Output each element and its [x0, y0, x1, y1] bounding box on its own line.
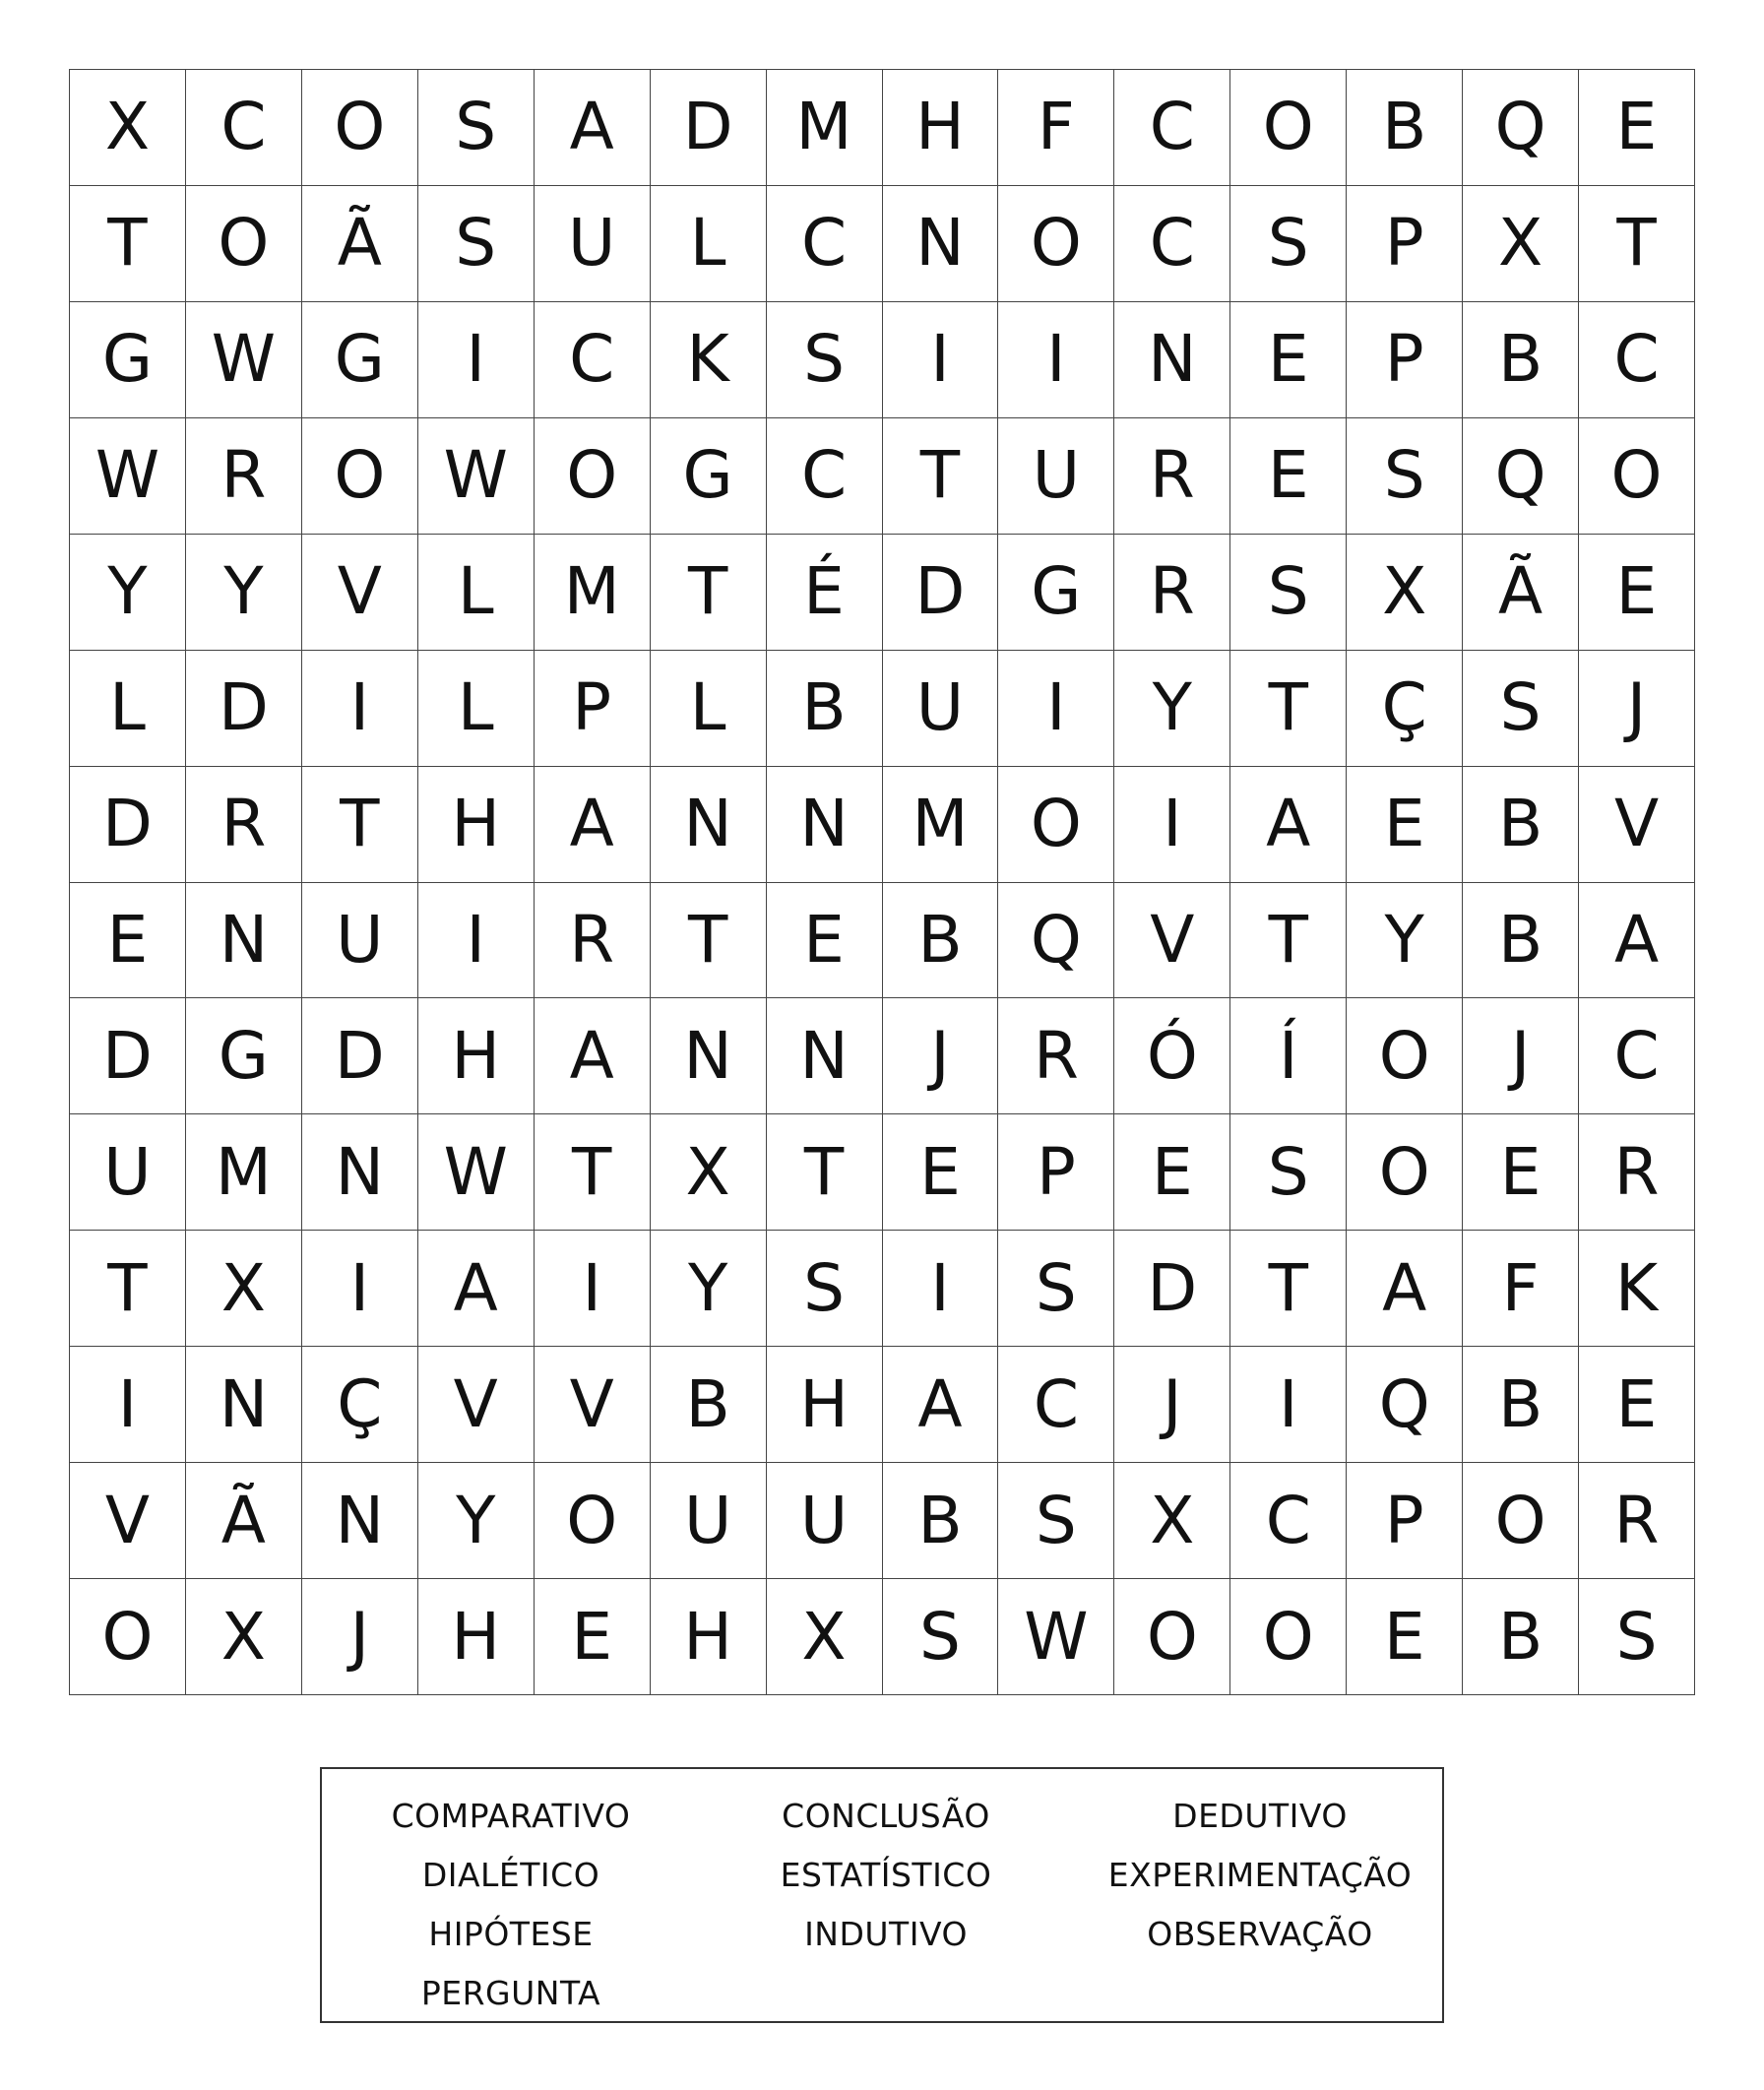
grid-cell[interactable]: X [186, 1231, 302, 1347]
grid-cell[interactable]: T [1230, 1231, 1347, 1347]
grid-cell[interactable]: H [651, 1579, 767, 1695]
grid-cell[interactable]: S [1347, 418, 1463, 535]
grid-cell[interactable]: I [535, 1231, 651, 1347]
grid-cell[interactable]: Ã [1463, 535, 1579, 651]
grid-cell[interactable]: E [1579, 70, 1695, 186]
word-bank-column-1 [324, 1787, 698, 2023]
grid-cell[interactable]: E [767, 883, 883, 999]
grid-cell[interactable]: I [1230, 1347, 1347, 1463]
word-dedutivo: DEDUTIVO [1172, 1797, 1348, 1835]
grid-cell[interactable]: V [70, 1463, 186, 1579]
grid-cell[interactable]: D [651, 70, 767, 186]
word-indutivo: INDUTIVO [804, 1915, 968, 1953]
grid-cell[interactable]: S [1230, 535, 1347, 651]
grid-cell[interactable]: T [767, 1114, 883, 1231]
grid-cell[interactable]: Y [1114, 651, 1230, 767]
grid-cell[interactable]: J [883, 998, 999, 1114]
grid-cell[interactable]: M [767, 70, 883, 186]
grid-cell[interactable]: S [418, 186, 535, 302]
grid-cell[interactable]: G [651, 418, 767, 535]
grid-cell[interactable]: T [535, 1114, 651, 1231]
grid-cell[interactable]: I [998, 302, 1114, 418]
grid-cell[interactable]: X [651, 1114, 767, 1231]
grid-cell[interactable]: C [998, 1347, 1114, 1463]
grid-cell[interactable]: É [767, 535, 883, 651]
grid-cell[interactable]: I [302, 1231, 418, 1347]
grid-cell[interactable]: A [535, 70, 651, 186]
grid-cell[interactable]: Y [1347, 883, 1463, 999]
grid-cell[interactable]: H [883, 70, 999, 186]
grid-cell[interactable]: D [70, 767, 186, 883]
grid-cell[interactable]: V [302, 535, 418, 651]
grid-cell[interactable]: Q [998, 883, 1114, 999]
grid-cell[interactable]: Ç [302, 1347, 418, 1463]
grid-cell[interactable]: Q [1463, 418, 1579, 535]
grid-cell[interactable]: T [70, 1231, 186, 1347]
grid-cell[interactable]: U [998, 418, 1114, 535]
grid-cell[interactable]: A [535, 998, 651, 1114]
grid-cell[interactable]: J [1114, 1347, 1230, 1463]
grid-cell[interactable]: A [418, 1231, 535, 1347]
grid-cell[interactable]: C [767, 418, 883, 535]
grid-cell[interactable]: O [1347, 998, 1463, 1114]
grid-cell[interactable]: I [1114, 767, 1230, 883]
grid-cell[interactable]: N [651, 767, 767, 883]
grid-cell[interactable]: E [1230, 302, 1347, 418]
grid-cell[interactable]: E [1579, 535, 1695, 651]
grid-cell[interactable]: Ã [186, 1463, 302, 1579]
grid-cell[interactable]: Y [186, 535, 302, 651]
grid-cell[interactable]: W [418, 418, 535, 535]
grid-cell[interactable]: I [418, 883, 535, 999]
grid-cell[interactable]: P [1347, 186, 1463, 302]
grid-cell[interactable]: X [70, 70, 186, 186]
word-hipotese: HIPÓTESE [428, 1915, 594, 1953]
grid-cell[interactable]: S [998, 1463, 1114, 1579]
grid-cell[interactable]: M [186, 1114, 302, 1231]
grid-cell[interactable]: F [1463, 1231, 1579, 1347]
grid-cell[interactable]: I [418, 302, 535, 418]
word-bank [320, 1767, 1444, 2023]
grid-cell[interactable]: I [883, 302, 999, 418]
grid-cell[interactable]: L [418, 651, 535, 767]
grid-cell[interactable]: D [1114, 1231, 1230, 1347]
grid-cell[interactable]: T [70, 186, 186, 302]
grid-cell[interactable]: E [1463, 1114, 1579, 1231]
grid-cell[interactable]: P [998, 1114, 1114, 1231]
grid-cell[interactable]: E [1347, 1579, 1463, 1695]
grid-cell[interactable]: P [535, 651, 651, 767]
word-comparativo: COMPARATIVO [391, 1797, 631, 1835]
grid-cell[interactable]: W [70, 418, 186, 535]
grid-cell[interactable]: T [1579, 186, 1695, 302]
grid-cell[interactable]: A [1347, 1231, 1463, 1347]
grid-cell[interactable]: Y [70, 535, 186, 651]
grid-cell[interactable]: O [1579, 418, 1695, 535]
grid-cell[interactable]: Y [651, 1231, 767, 1347]
grid-cell[interactable]: P [1347, 302, 1463, 418]
letter-grid [69, 69, 1695, 1695]
grid-cell[interactable]: B [883, 1463, 999, 1579]
grid-cell[interactable]: T [651, 535, 767, 651]
word-observacao: OBSERVAÇÃO [1147, 1915, 1373, 1953]
grid-cell[interactable]: N [302, 1114, 418, 1231]
grid-cell[interactable]: O [535, 418, 651, 535]
word-conclusao: CONCLUSÃO [782, 1797, 990, 1835]
grid-cell[interactable]: O [1230, 70, 1347, 186]
grid-cell[interactable]: R [1579, 1463, 1695, 1579]
grid-cell[interactable]: D [70, 998, 186, 1114]
grid-cell[interactable]: O [1230, 1579, 1347, 1695]
grid-cell[interactable]: L [651, 186, 767, 302]
word-dialetico: DIALÉTICO [421, 1856, 600, 1894]
grid-cell[interactable]: E [1579, 1347, 1695, 1463]
grid-cell[interactable]: S [418, 70, 535, 186]
grid-cell[interactable]: A [1230, 767, 1347, 883]
grid-cell[interactable]: N [767, 767, 883, 883]
grid-cell[interactable]: U [767, 1463, 883, 1579]
grid-cell[interactable]: R [535, 883, 651, 999]
grid-cell[interactable]: G [302, 302, 418, 418]
grid-cell[interactable]: W [418, 1114, 535, 1231]
grid-cell[interactable]: G [70, 302, 186, 418]
grid-cell[interactable]: L [70, 651, 186, 767]
grid-cell[interactable]: U [535, 186, 651, 302]
grid-cell[interactable]: X [1463, 186, 1579, 302]
word-bank-column-2 [699, 1787, 1073, 1964]
grid-cell[interactable]: E [535, 1579, 651, 1695]
grid-cell[interactable]: N [767, 998, 883, 1114]
grid-cell[interactable]: N [1114, 302, 1230, 418]
grid-cell[interactable]: T [1230, 651, 1347, 767]
grid-cell[interactable]: N [186, 883, 302, 999]
grid-cell[interactable]: S [767, 1231, 883, 1347]
grid-cell[interactable]: X [1114, 1463, 1230, 1579]
grid-cell[interactable]: L [651, 651, 767, 767]
grid-cell[interactable]: E [70, 883, 186, 999]
grid-cell[interactable]: K [651, 302, 767, 418]
grid-cell[interactable]: B [1463, 1579, 1579, 1695]
grid-cell[interactable]: G [998, 535, 1114, 651]
grid-cell[interactable]: B [1463, 302, 1579, 418]
grid-cell[interactable]: F [998, 70, 1114, 186]
grid-cell[interactable]: N [186, 1347, 302, 1463]
grid-cell[interactable]: E [1230, 418, 1347, 535]
grid-cell[interactable]: C [535, 302, 651, 418]
grid-cell[interactable]: B [1463, 883, 1579, 999]
grid-cell[interactable]: N [883, 186, 999, 302]
grid-cell[interactable]: O [998, 186, 1114, 302]
grid-cell[interactable]: E [1114, 1114, 1230, 1231]
grid-cell[interactable]: S [1230, 186, 1347, 302]
grid-cell[interactable]: H [418, 1579, 535, 1695]
grid-cell[interactable]: G [186, 998, 302, 1114]
grid-cell[interactable]: O [1114, 1579, 1230, 1695]
grid-cell[interactable]: S [883, 1579, 999, 1695]
grid-cell[interactable]: C [1230, 1463, 1347, 1579]
grid-cell[interactable]: C [1114, 70, 1230, 186]
grid-cell[interactable]: C [1579, 302, 1695, 418]
grid-cell[interactable]: N [651, 998, 767, 1114]
grid-cell[interactable]: S [767, 302, 883, 418]
grid-cell[interactable]: I [883, 1231, 999, 1347]
word-estatistico: ESTATÍSTICO [780, 1856, 992, 1894]
grid-cell[interactable]: H [418, 767, 535, 883]
grid-cell[interactable]: W [186, 302, 302, 418]
grid-cell[interactable]: U [651, 1463, 767, 1579]
word-bank-column-3 [1073, 1787, 1447, 1964]
grid-cell[interactable]: D [883, 535, 999, 651]
grid-cell[interactable]: V [1114, 883, 1230, 999]
grid-cell[interactable]: J [1579, 651, 1695, 767]
grid-cell[interactable]: Q [1463, 70, 1579, 186]
grid-cell[interactable]: O [1463, 1463, 1579, 1579]
grid-cell[interactable]: M [883, 767, 999, 883]
grid-cell[interactable]: V [418, 1347, 535, 1463]
grid-cell[interactable]: R [186, 767, 302, 883]
grid-cell[interactable]: U [883, 651, 999, 767]
grid-cell[interactable]: E [1347, 767, 1463, 883]
grid-cell[interactable]: R [1114, 418, 1230, 535]
grid-cell[interactable]: B [1463, 1347, 1579, 1463]
grid-cell[interactable]: O [1347, 1114, 1463, 1231]
grid-cell[interactable]: C [186, 70, 302, 186]
grid-cell[interactable]: B [1347, 70, 1463, 186]
grid-cell[interactable]: E [883, 1114, 999, 1231]
grid-cell[interactable]: B [651, 1347, 767, 1463]
grid-cell[interactable]: I [998, 651, 1114, 767]
grid-cell[interactable]: X [186, 1579, 302, 1695]
grid-cell[interactable]: V [1579, 767, 1695, 883]
grid-cell[interactable]: C [1114, 186, 1230, 302]
grid-cell[interactable]: T [883, 418, 999, 535]
grid-cell[interactable]: A [1579, 883, 1695, 999]
grid-cell[interactable]: R [186, 418, 302, 535]
grid-cell[interactable]: A [883, 1347, 999, 1463]
grid-cell[interactable]: N [302, 1463, 418, 1579]
grid-cell[interactable]: R [998, 998, 1114, 1114]
grid-cell[interactable]: U [302, 883, 418, 999]
grid-cell[interactable]: B [1463, 767, 1579, 883]
grid-cell[interactable]: O [535, 1463, 651, 1579]
grid-cell[interactable]: Í [1230, 998, 1347, 1114]
grid-cell[interactable]: B [883, 883, 999, 999]
grid-cell[interactable]: L [418, 535, 535, 651]
grid-cell[interactable]: P [1347, 1463, 1463, 1579]
grid-cell[interactable]: H [767, 1347, 883, 1463]
grid-cell[interactable]: I [302, 651, 418, 767]
grid-cell[interactable]: S [1579, 1579, 1695, 1695]
grid-cell[interactable]: Ã [302, 186, 418, 302]
grid-cell[interactable]: Ó [1114, 998, 1230, 1114]
grid-cell[interactable]: V [535, 1347, 651, 1463]
grid-cell[interactable]: J [1463, 998, 1579, 1114]
grid-cell[interactable]: K [1579, 1231, 1695, 1347]
grid-cell[interactable]: O [302, 70, 418, 186]
grid-cell[interactable]: T [302, 767, 418, 883]
grid-cell[interactable]: A [535, 767, 651, 883]
grid-cell[interactable]: S [1463, 651, 1579, 767]
grid-cell[interactable]: M [535, 535, 651, 651]
grid-cell[interactable]: S [998, 1231, 1114, 1347]
grid-cell[interactable]: S [1230, 1114, 1347, 1231]
grid-cell[interactable]: T [651, 883, 767, 999]
grid-cell[interactable]: C [767, 186, 883, 302]
grid-cell[interactable]: O [70, 1579, 186, 1695]
grid-cell[interactable]: C [1579, 998, 1695, 1114]
grid-cell[interactable]: X [767, 1579, 883, 1695]
grid-cell[interactable]: W [998, 1579, 1114, 1695]
grid-cell[interactable]: I [70, 1347, 186, 1463]
grid-cell[interactable]: D [186, 651, 302, 767]
grid-cell[interactable]: U [70, 1114, 186, 1231]
grid-cell[interactable]: R [1114, 535, 1230, 651]
word-pergunta: PERGUNTA [420, 1974, 601, 2012]
grid-cell[interactable]: O [186, 186, 302, 302]
grid-cell[interactable]: R [1579, 1114, 1695, 1231]
grid-cell[interactable]: O [998, 767, 1114, 883]
grid-cell[interactable]: Y [418, 1463, 535, 1579]
grid-cell[interactable]: T [1230, 883, 1347, 999]
grid-cell[interactable]: D [302, 998, 418, 1114]
grid-cell[interactable]: H [418, 998, 535, 1114]
grid-cell[interactable]: Ç [1347, 651, 1463, 767]
grid-cell[interactable]: J [302, 1579, 418, 1695]
word-experimentacao: EXPERIMENTAÇÃO [1107, 1856, 1413, 1894]
grid-cell[interactable]: O [302, 418, 418, 535]
grid-cell[interactable]: Q [1347, 1347, 1463, 1463]
grid-cell[interactable]: X [1347, 535, 1463, 651]
grid-cell[interactable]: B [767, 651, 883, 767]
